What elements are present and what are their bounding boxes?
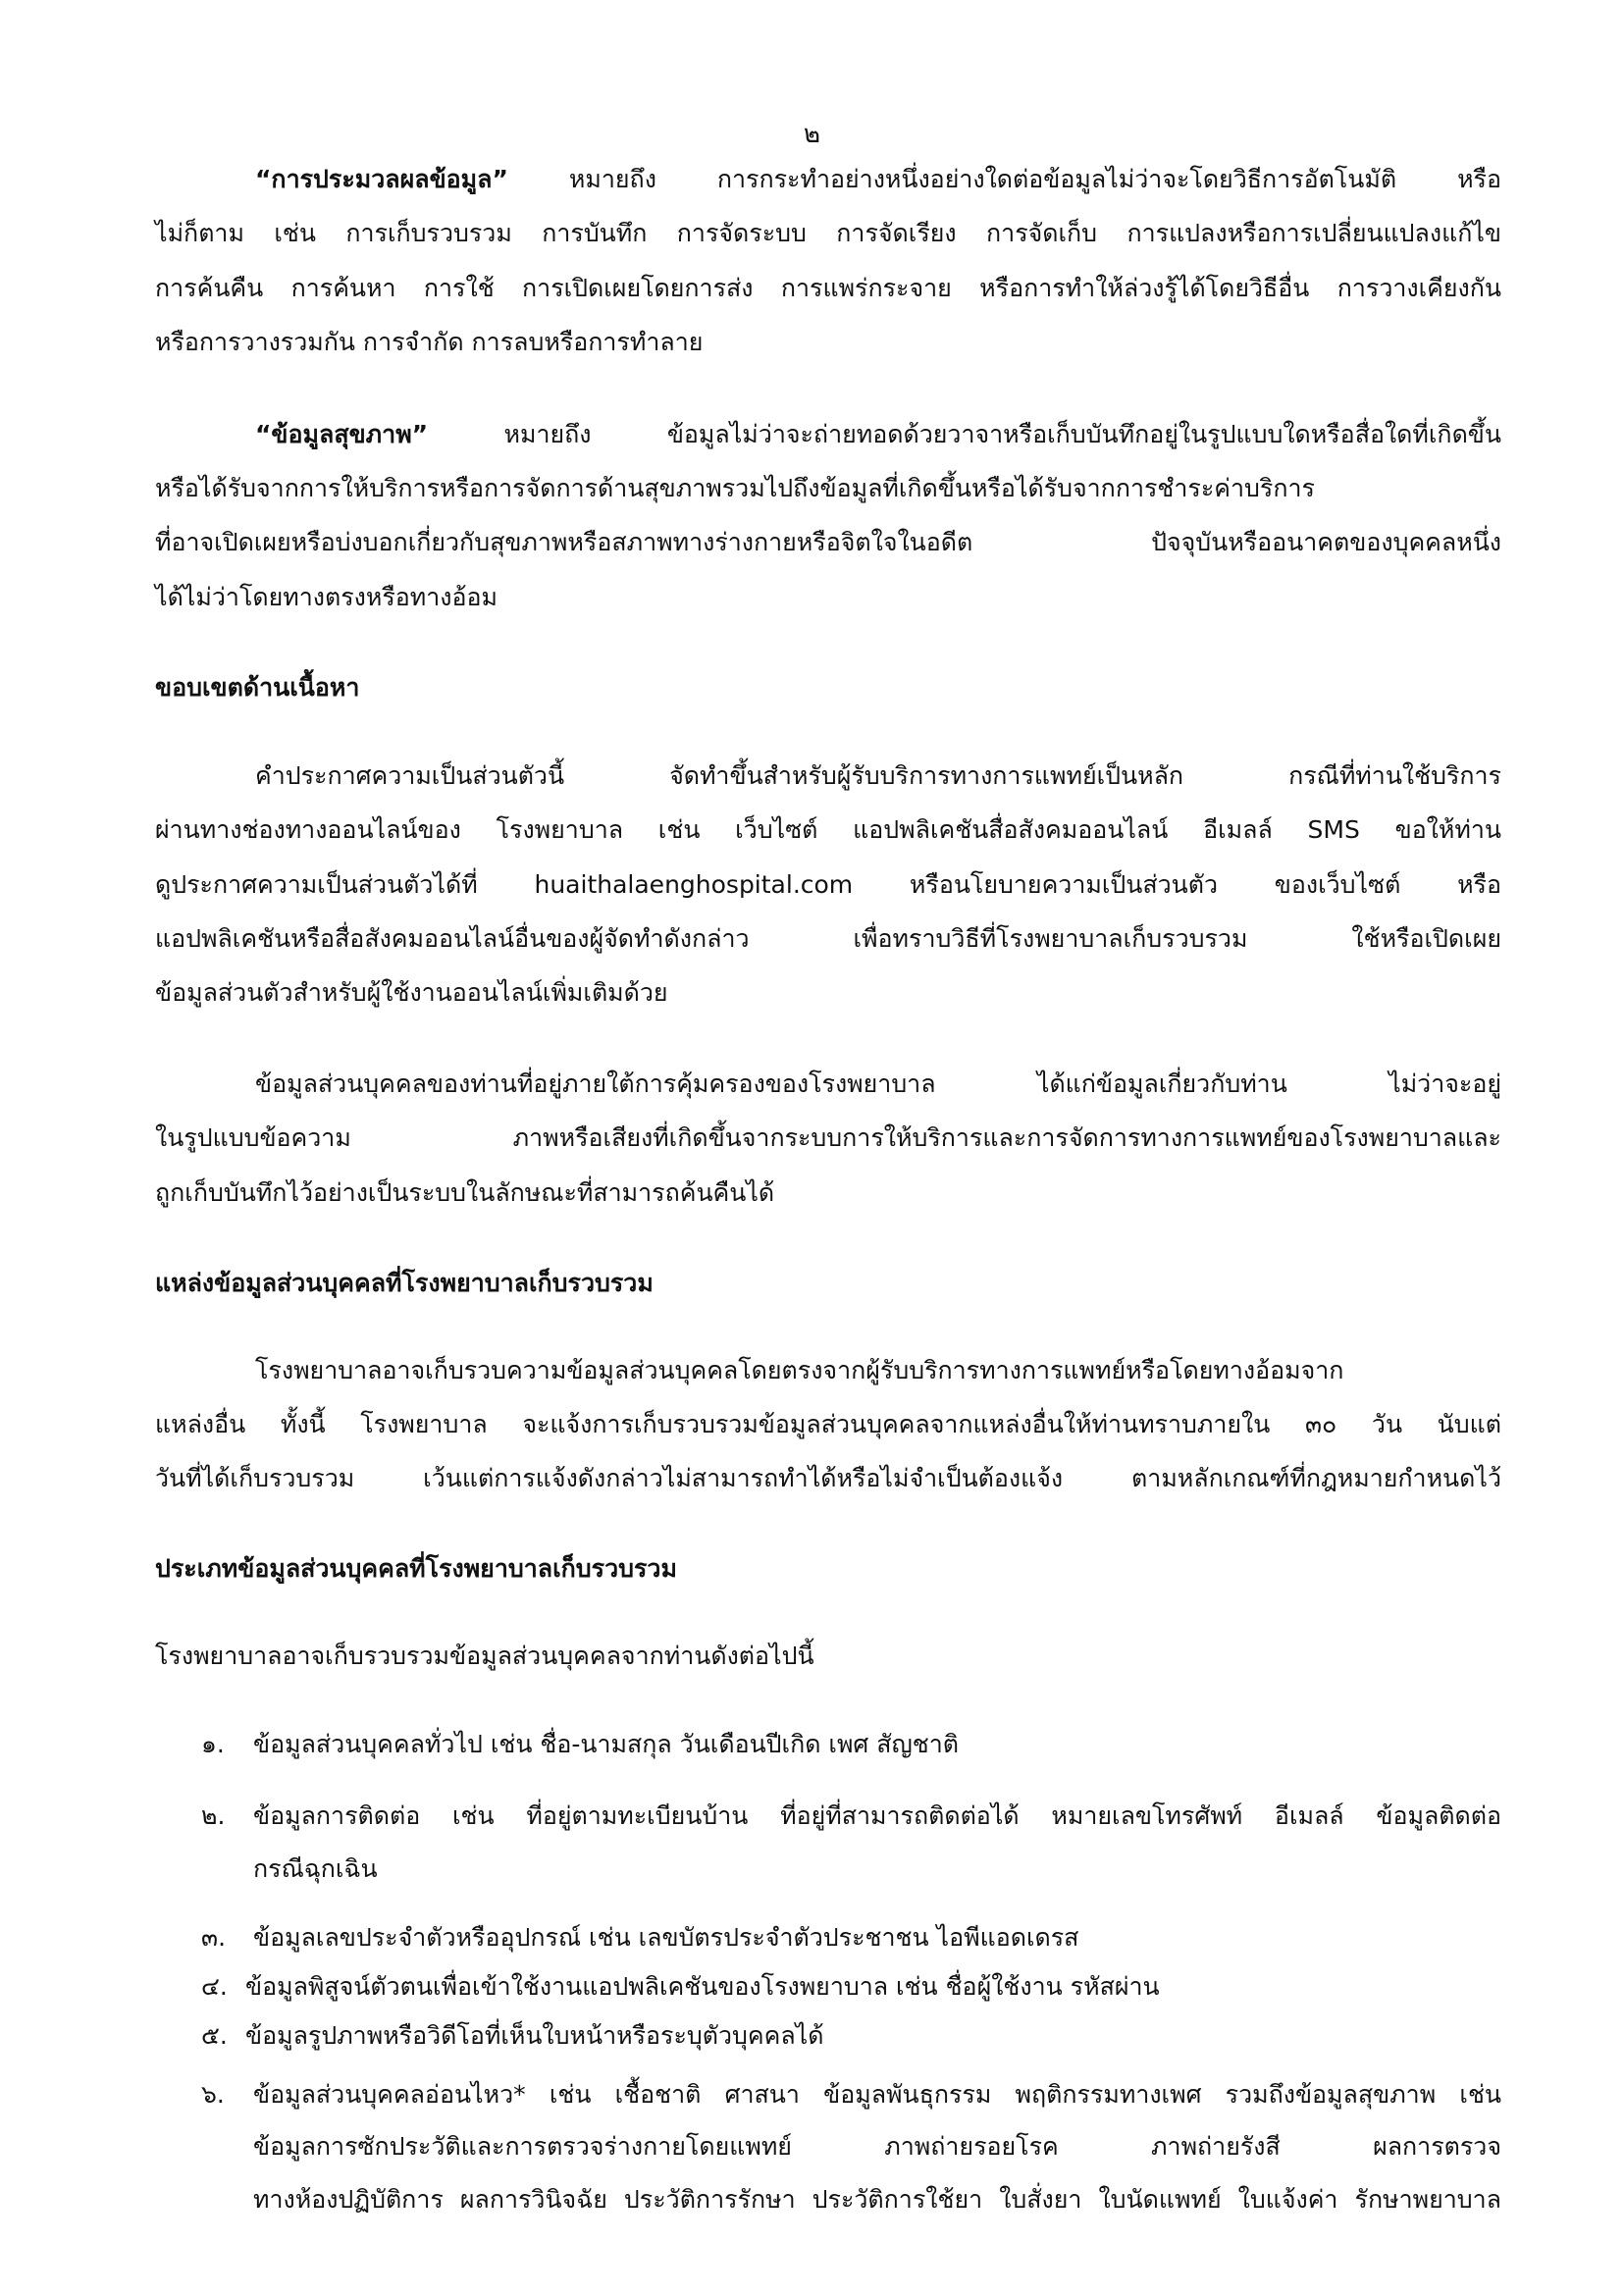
scope-paragraph-1-line-3: ดูประกาศความเป็นส่วนตัวได้ที่ huaithalaenghospital.com หรือนโยบายความเป็นส่วนตัว ของเว็บไซต์ หรือ bbox=[155, 870, 1501, 899]
scope-paragraph-1-line-1: คำประกาศความเป็นส่วนตัวนี้ จัดทำขึ้นสำหรับผู้รับบริการทางการแพทย์เป็นหลัก กรณีที่ท่านใช้บริการ bbox=[255, 761, 1501, 790]
sources-line-1: โรงพยาบาลอาจเก็บรวบความข้อมูลส่วนบุคคลโดยตรงจากผู้รับบริการทางการแพทย์หรือโดยทางอ้อมจาก bbox=[255, 1356, 1344, 1384]
list-item-text: ข้อมูลส่วนบุคคลทั่วไป เช่น ชื่อ-นามสกุล วันเดือนปีเกิด เพศ สัญชาติ bbox=[253, 1730, 960, 1758]
definition-text: หมายถึง การกระทำอย่างหนึ่งอย่างใดต่อข้อมูลไม่ว่าจะโดยวิธีการอัตโนมัติ หรือ bbox=[568, 165, 1501, 193]
definition-text: หมายถึง ข้อมูลไม่ว่าจะถ่ายทอดด้วยวาจาหรือเก็บบันทึกอยู่ในรูปแบบใดหรือสื่อใดที่เกิดขึ้น bbox=[503, 420, 1501, 448]
definition-health-line-2: หรือได้รับจากการให้บริการหรือการจัดการด้านสุขภาพรวมไปถึงข้อมูลที่เกิดขึ้นหรือได้รับจากการชำระค่าบริการ bbox=[155, 474, 1315, 502]
list-item-text: ข้อมูลการติดต่อ เช่น ที่อยู่ตามทะเบียนบ้าน ที่อยู่ที่สามารถติดต่อได้ หมายเลขโทรศัพท์ อีเมลล์ ข้อมูลติดต่อ bbox=[253, 1801, 1501, 1830]
definition-health-line-1 bbox=[255, 420, 1501, 449]
types-intro: โรงพยาบาลอาจเก็บรวบรวมข้อมูลส่วนบุคคลจากท่านดังต่อไปนี้ bbox=[155, 1642, 814, 1670]
scope-paragraph-2-line-2: ในรูปแบบข้อความ ภาพหรือเสียงที่เกิดขึ้นจากระบบการให้บริการและการจัดการทางการแพทย์ของโรงพยาบาลและ bbox=[155, 1123, 1501, 1152]
definition-term-processing: “การประมวลผลข้อมูล” bbox=[255, 165, 508, 193]
definition-term-health: “ข้อมูลสุขภาพ” bbox=[255, 420, 429, 448]
definition-processing-line-2: ไม่ก็ตาม เช่น การเก็บรวบรวม การบันทึก การจัดระบบ การจัดเรียง การจัดเก็บ การแปลงหรือการเปลี่ยนแปลงแก้ไข bbox=[155, 219, 1501, 247]
list-item-number: ๓. bbox=[201, 1923, 227, 1952]
list-item-number: ๖. bbox=[201, 2080, 225, 2109]
list-item-number: ๒. bbox=[201, 1801, 226, 1830]
sources-line-2: แหล่งอื่น ทั้งนี้ โรงพยาบาล จะแจ้งการเก็บรวบรวมข้อมูลส่วนบุคคลจากแหล่งอื่นให้ท่านทราบภายใน ๓๐ วัน นับแต่ bbox=[155, 1410, 1501, 1438]
section-heading-sources: แหล่งข้อมูลส่วนบุคคลที่โรงพยาบาลเก็บรวบรวม bbox=[155, 1269, 654, 1297]
list-item-number: ๔. bbox=[201, 1972, 228, 2001]
list-item-text-continued: กรณีฉุกเฉิน bbox=[253, 1854, 378, 1883]
scope-paragraph-1-line-2: ผ่านทางช่องทางออนไลน์ของ โรงพยาบาล เช่น เว็บไซต์ แอปพลิเคชันสื่อสังคมออนไลน์ อีเมลล์ SMS ขอให้ท่าน bbox=[155, 815, 1501, 844]
list-item-number: ๑. bbox=[201, 1730, 225, 1758]
list-item-text: ข้อมูลพิสูจน์ตัวตนเพื่อเข้าใช้งานแอปพลิเคชันของโรงพยาบาล เช่น ชื่อผู้ใช้งาน รหัสผ่าน bbox=[245, 1972, 1160, 2001]
scope-paragraph-1-line-4: แอปพลิเคชันหรือสื่อสังคมออนไลน์อื่นของผู้จัดทำดังกล่าว เพื่อทราบวิธีที่โรงพยาบาลเก็บรวบรวม ใช้หรือเปิดเผย bbox=[155, 924, 1501, 953]
definition-health-line-4: ได้ไม่ว่าโดยทางตรงหรือทางอ้อม bbox=[155, 583, 498, 611]
list-item-text: ข้อมูลส่วนบุคคลอ่อนไหว* เช่น เชื้อชาติ ศาสนา ข้อมูลพันธุกรรม พฤติกรรมทางเพศ รวมถึงข้อมูลสุขภาพ เช่น bbox=[253, 2080, 1501, 2109]
scope-paragraph-2-line-1: ข้อมูลส่วนบุคคลของท่านที่อยู่ภายใต้การคุ้มครองของโรงพยาบาล ได้แก่ข้อมูลเกี่ยวกับท่าน ไม่ว่าจะอยู่ bbox=[255, 1069, 1501, 1098]
section-heading-types: ประเภทข้อมูลส่วนบุคคลที่โรงพยาบาลเก็บรวบรวม bbox=[155, 1554, 677, 1583]
list-item-text-continued: ข้อมูลการซักประวัติและการตรวจร่างกายโดยแพทย์ ภาพถ่ายรอยโรค ภาพถ่ายรังสี ผลการตรวจ bbox=[253, 2132, 1501, 2161]
section-heading-scope: ขอบเขตด้านเนื้อหา bbox=[155, 673, 360, 702]
sources-line-3: วันที่ได้เก็บรวบรวม เว้นแต่การแจ้งดังกล่าวไม่สามารถทำได้หรือไม่จำเป็นต้องแจ้ง ตามหลักเกณฑ์ที่กฎหมายกำหนดไว้ bbox=[155, 1464, 1501, 1492]
definition-processing-line-1 bbox=[255, 165, 1501, 194]
list-item-text: ข้อมูลรูปภาพหรือวิดีโอที่เห็นใบหน้าหรือระบุตัวบุคคลได้ bbox=[245, 2021, 824, 2050]
page-number: ๒ bbox=[803, 120, 821, 149]
scope-paragraph-1-line-5: ข้อมูลส่วนตัวสำหรับผู้ใช้งานออนไลน์เพิ่มเติมด้วย bbox=[155, 978, 668, 1007]
definition-processing-line-3: การค้นคืน การค้นหา การใช้ การเปิดเผยโดยการส่ง การแพร่กระจาย หรือการทำให้ล่วงรู้ได้โดยวิธีอื่น การวางเคียงกัน bbox=[155, 274, 1501, 302]
list-item-number: ๕. bbox=[201, 2021, 228, 2050]
list-item-text-continued: ทางห้องปฏิบัติการ ผลการวินิจฉัย ประวัติการรักษา ประวัติการใช้ยา ใบสั่งยา ใบนัดแพทย์ ใบแจ้งค่า รักษาพยาบาล bbox=[253, 2185, 1501, 2214]
scope-paragraph-2-line-3: ถูกเก็บบันทึกไว้อย่างเป็นระบบในลักษณะที่สามารถค้นคืนได้ bbox=[155, 1178, 775, 1207]
definition-health-line-3: ที่อาจเปิดเผยหรือบ่งบอกเกี่ยวกับสุขภาพหรือสภาพทางร่างกายหรือจิตใจในอดีต ปัจจุบันหรืออนาคตของบุคคลหนึ่ง bbox=[155, 528, 1501, 556]
definition-processing-line-4: หรือการวางรวมกัน การจำกัด การลบหรือการทำลาย bbox=[155, 328, 704, 356]
list-item-text: ข้อมูลเลขประจำตัวหรืออุปกรณ์ เช่น เลขบัตรประจำตัวประชาชน ไอพีแอดเดรส bbox=[253, 1923, 1079, 1952]
